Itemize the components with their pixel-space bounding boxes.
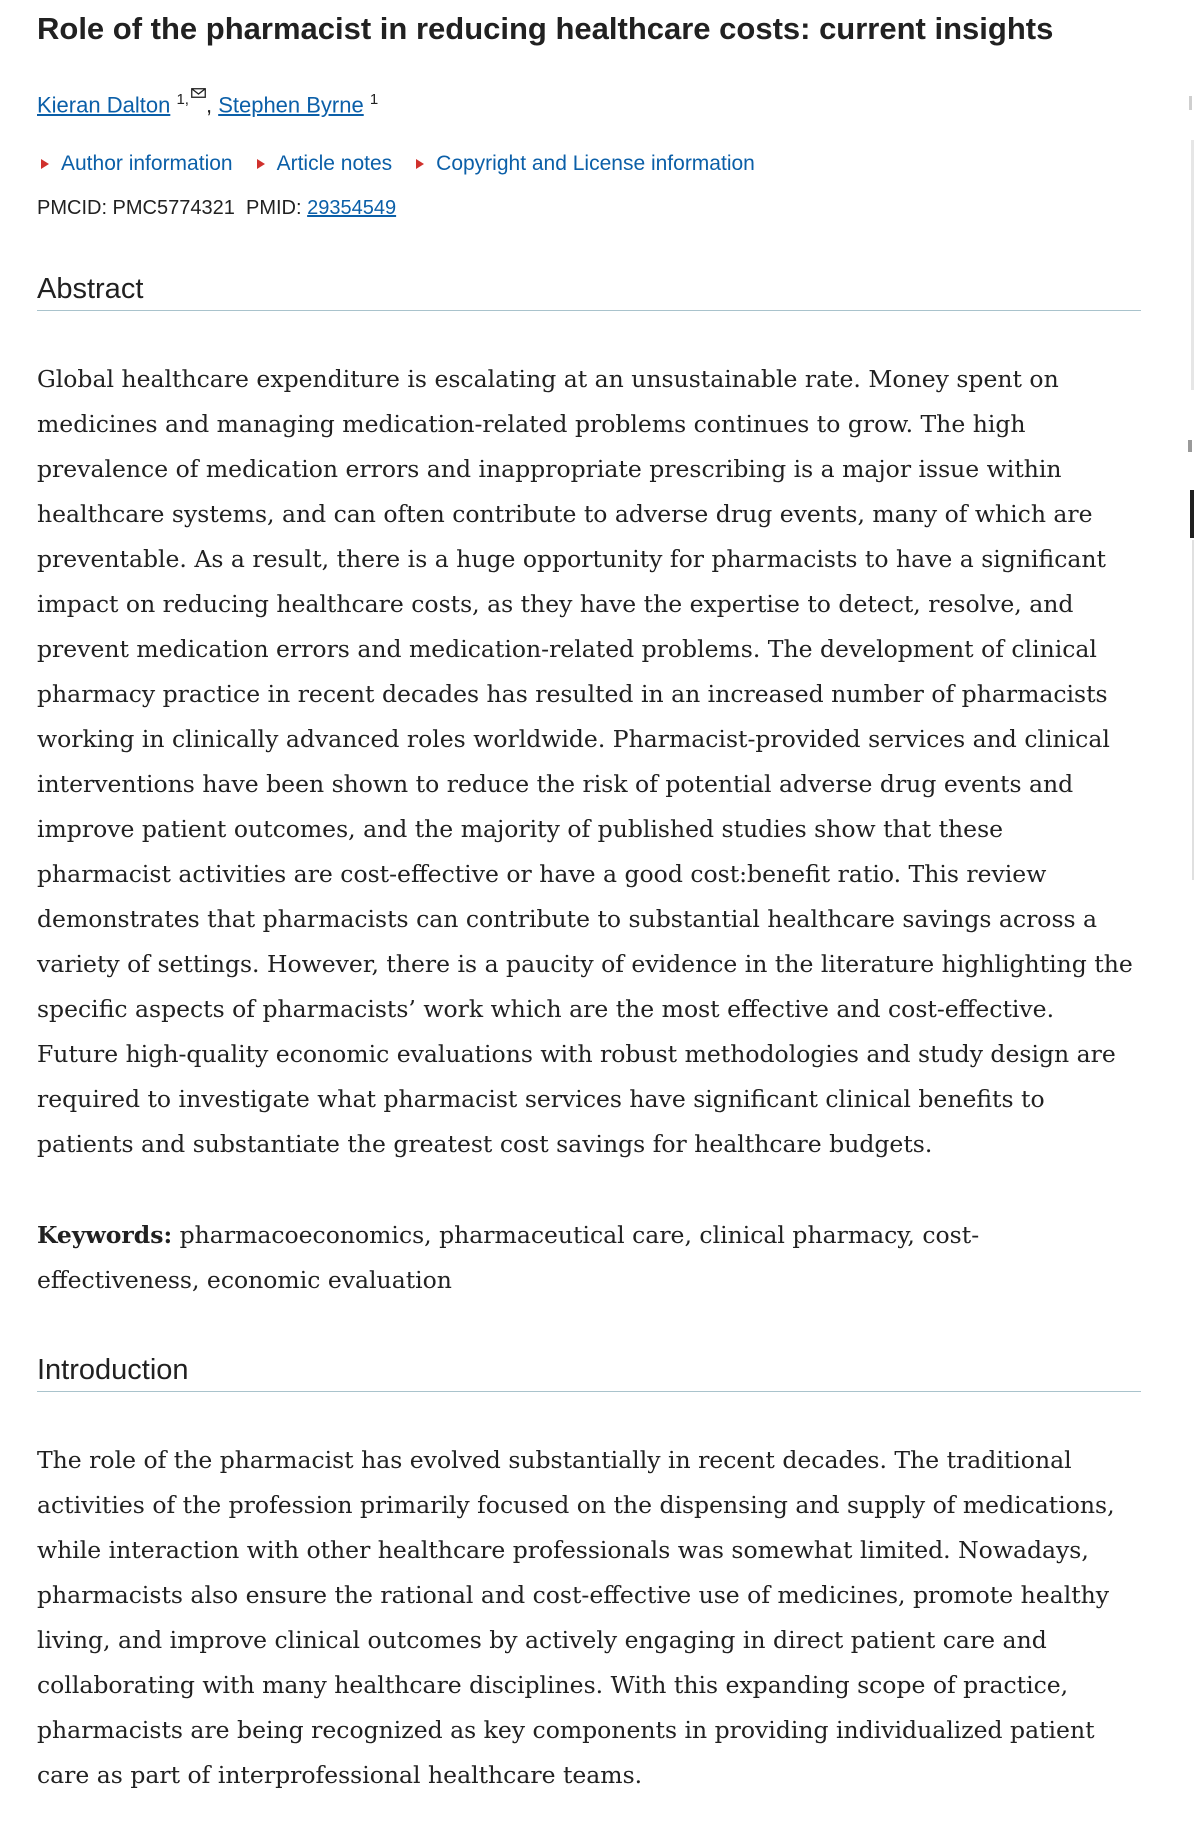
abstract-text: Global healthcare expenditure is escalating at an unsustainable rate. Money spent on medicines and managing medication-related problems continues to grow. The high prevalence of medication errors and inappropriate prescribing is a major issue within healthcare systems, and can often contribute to adverse drug events, many of which are preventable. As a result, there is a huge opportunity for pharmacists to have a significant impact on reducing healthcare costs, as they have the expertise to detect, resolve, and prevent medication errors and medication-related problems. The development of clinical pharmacy practice in recent decades has resulted in an increased number of pharmacists working in clinically advanced roles worldwide. Pharmacist-provided services and clinical interventions have been shown to reduce the risk of potential adverse drug events and improve patient outcomes, and the majority of published studies show that these pharmacist activities are cost-effective or have a good cost:benefit ratio. This review demonstrates that pharmacists can contribute to substantial healthcare savings across a variety of settings. However, there is a paucity of evidence in the literature highlighting the specific aspects of pharmacists’ work which are the most effective and cost-effective. Future high-quality economic evaluations with robust methodologies and study design are required to investigate what pharmacist services have significant clinical benefits to patients and substantiate the greatest cost savings for healthcare budgets. bbox=[37, 365, 1133, 1159]
accordion-author-information[interactable] bbox=[37, 150, 233, 178]
keywords bbox=[37, 1213, 1141, 1303]
sidebar-fragment bbox=[1190, 490, 1194, 538]
article-identifiers bbox=[37, 194, 1141, 222]
author-separator: , bbox=[205, 92, 219, 118]
author-list bbox=[37, 88, 1141, 120]
author-affiliation-dalton bbox=[176, 91, 206, 108]
author-link-dalton[interactable]: Kieran Dalton bbox=[37, 92, 171, 118]
introduction-text: The role of the pharmacist has evolved substantially in recent decades. The traditional activities of the profession primarily focused on the dispensing and supply of medications, while interaction with other healthcare professionals was somewhat limited. Nowadays, pharmacists also ensure the rational and cost-effective use of medicines, promote healthy living, and improve clinical outcomes by actively engaging in direct patient care and collaborating with many healthcare disciplines. With this expanding scope of practice, pharmacists are being recognized as key components in providing individualized patient care as part of interprofessional healthcare teams. bbox=[37, 1446, 1115, 1790]
article-main bbox=[37, 0, 1141, 1798]
triangle-right-icon bbox=[41, 159, 49, 169]
author-affiliation-byrne: 1 bbox=[369, 91, 379, 108]
accordion-label: Author information bbox=[61, 152, 233, 176]
affiliation-number: 1, bbox=[176, 91, 189, 108]
introduction-heading: Introduction bbox=[37, 1351, 1141, 1392]
triangle-right-icon bbox=[257, 159, 265, 169]
right-sidebar-edge bbox=[1185, 0, 1194, 1833]
sidebar-fragment bbox=[1188, 440, 1192, 452]
accordion-label: Copyright and License information bbox=[436, 152, 755, 176]
mail-icon[interactable] bbox=[191, 88, 206, 98]
accordion-copyright-license[interactable] bbox=[412, 150, 755, 178]
triangle-right-icon bbox=[416, 159, 424, 169]
accordion-label: Article notes bbox=[276, 152, 393, 176]
pmid-link[interactable]: 29354549 bbox=[307, 197, 397, 220]
author-link-byrne[interactable]: Stephen Byrne bbox=[218, 92, 364, 118]
pmcid: PMCID: PMC5774321 bbox=[37, 197, 235, 220]
sidebar-fragment bbox=[1189, 96, 1192, 110]
article-title: Role of the pharmacist in reducing healthcare costs: current insights bbox=[37, 11, 1054, 46]
pmid-label: PMID: bbox=[246, 197, 302, 220]
keywords-list: pharmacoeconomics, pharmaceutical care, clinical pharmacy, cost-effectiveness, economic evaluation bbox=[37, 1221, 980, 1295]
accordion-article-notes[interactable] bbox=[253, 150, 393, 178]
keywords-label: Keywords: bbox=[37, 1221, 173, 1250]
article-accordions bbox=[37, 150, 1141, 178]
abstract-heading: Abstract bbox=[37, 270, 1141, 311]
